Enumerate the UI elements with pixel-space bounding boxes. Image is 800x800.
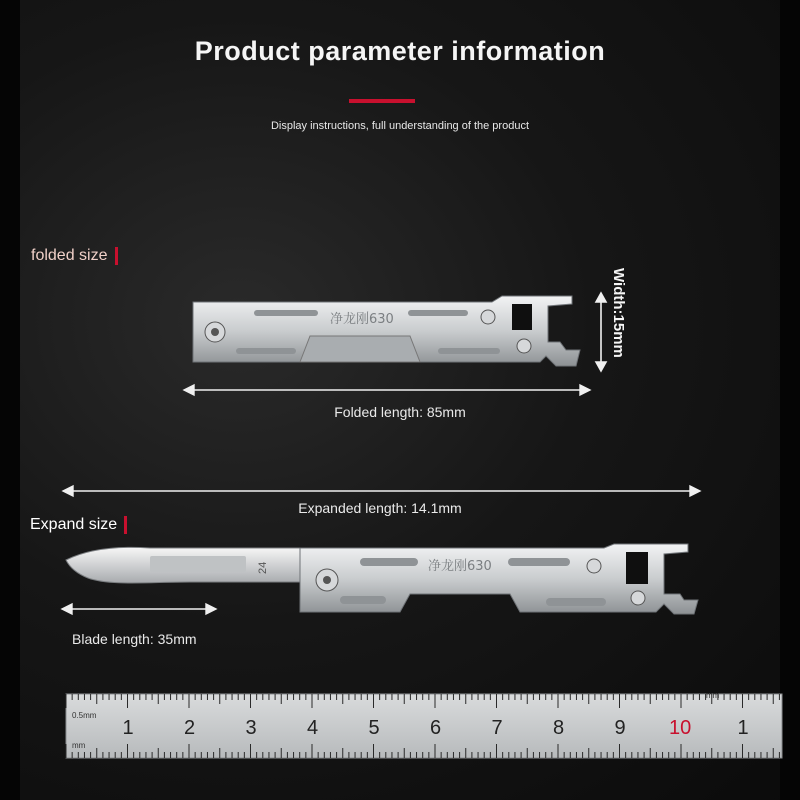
folded-size-label: folded size xyxy=(31,247,108,264)
expanded-knife xyxy=(66,544,698,614)
expand-size-tag xyxy=(30,516,127,534)
folded-length-caption: Folded length: 85mm xyxy=(334,404,466,420)
ruler-unit-bottom: mm xyxy=(72,741,86,750)
width-label: Width:15mm xyxy=(610,268,627,358)
ruler-number: 5 xyxy=(368,717,380,739)
page-title: Product parameter information xyxy=(194,36,606,66)
folded-knife xyxy=(193,296,580,366)
ruler-number: 6 xyxy=(430,717,442,739)
blade-number: 24 xyxy=(257,561,269,574)
page-subtitle: Display instructions, full understanding of the product xyxy=(270,120,530,132)
ruler xyxy=(66,691,782,758)
ruler-number: 1 xyxy=(737,717,749,739)
ruler-number: 8 xyxy=(553,717,565,739)
ruler-number: 7 xyxy=(491,717,503,739)
ruler-unit-right: mm xyxy=(706,691,720,700)
expanded-engraving: 净龙刚630 xyxy=(428,559,492,574)
expanded-length-caption: Expanded length: 14.1mm xyxy=(298,500,462,516)
blade-length-caption: Blade length: 35mm xyxy=(72,631,197,647)
ruler-unit-top: 0.5mm xyxy=(72,711,97,720)
folded-engraving: 净龙刚630 xyxy=(330,312,394,327)
folded-length-arrow xyxy=(184,385,590,395)
expanded-length-arrow xyxy=(63,486,700,496)
blade-length-arrow xyxy=(62,604,216,614)
ruler-number: 1 xyxy=(122,717,134,739)
ruler-number: 9 xyxy=(614,717,626,739)
tag-accent-mark xyxy=(124,516,127,534)
ruler-number: 4 xyxy=(307,717,319,739)
expand-size-label: Expand size xyxy=(30,516,118,533)
width-label-wrap xyxy=(602,268,642,378)
ruler-number: 3 xyxy=(245,717,257,739)
ruler-number: 2 xyxy=(184,717,196,739)
ruler-number: 10 xyxy=(669,717,692,739)
